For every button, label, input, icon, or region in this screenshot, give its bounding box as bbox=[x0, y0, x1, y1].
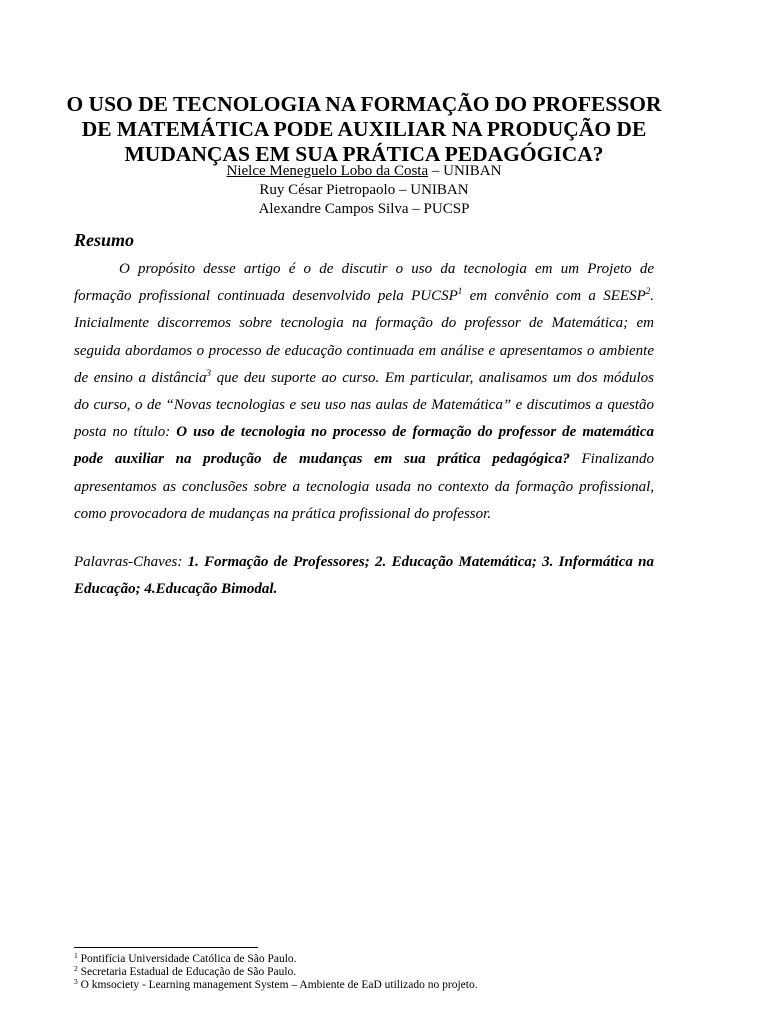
abstract-line: do curso, o de “Novas tecnologias e seu uso nas aulas de Matemática” e discutimos a questão bbox=[74, 397, 654, 414]
abstract-text: de ensino a distância bbox=[74, 369, 207, 386]
footnote-marker: 1 bbox=[457, 286, 463, 297]
footnote bbox=[74, 979, 674, 992]
footnote-number: 1 bbox=[74, 951, 78, 960]
title-line: O USO DE TECNOLOGIA NA FORMAÇÃO DO PROFESSOR bbox=[66, 92, 662, 116]
abstract-heading: Resumo bbox=[74, 230, 135, 250]
author-affiliation: – UNIBAN bbox=[428, 163, 502, 179]
keywords-label: Palavras-Chaves: bbox=[74, 554, 188, 570]
abstract-text: em convênio com a SEESP bbox=[462, 288, 646, 305]
abstract-line bbox=[74, 419, 654, 446]
abstract-text: posta no título: bbox=[74, 424, 177, 441]
abstract-text: que deu suporte ao curso. Em particular, analisamos um dos módulos bbox=[211, 369, 654, 386]
author-entry bbox=[40, 162, 688, 181]
footnote-text: Pontifícia Universidade Católica de São Paulo. bbox=[77, 953, 297, 965]
footnotes bbox=[74, 953, 674, 992]
abstract-body bbox=[74, 256, 654, 528]
keywords-section bbox=[74, 549, 654, 603]
footnote-number: 2 bbox=[74, 964, 78, 973]
author-entry bbox=[40, 200, 688, 219]
research-question: pode auxiliar na produção de mudanças em sua prática pedagógica? bbox=[74, 451, 570, 468]
author-affiliation: – PUCSP bbox=[408, 201, 470, 217]
keywords-line bbox=[74, 549, 654, 576]
abstract-line: O propósito desse artigo é o de discutir o uso da tecnologia em um Projeto de bbox=[119, 261, 654, 277]
footnote bbox=[74, 966, 674, 979]
abstract-line bbox=[74, 446, 654, 473]
footnote bbox=[74, 953, 674, 966]
footnote-divider bbox=[74, 947, 258, 948]
footnote-text: Secretaria Estadual de Educação de São Paulo. bbox=[77, 966, 297, 978]
author-name: Nielce Meneguelo Lobo da Costa bbox=[226, 163, 429, 179]
abstract-line: Inicialmente discorremos sobre tecnologia na formação do professor de Matemática; em bbox=[74, 315, 654, 332]
abstract-line bbox=[74, 283, 654, 310]
author-name: Ruy César Pietropaolo bbox=[259, 182, 396, 198]
keywords-list: 1. Formação de Professores; 2. Educação Matemática; 3. Informática na bbox=[187, 554, 654, 570]
research-question: O uso de tecnologia no processo de formação do professor de matemática bbox=[176, 424, 654, 441]
author-entry bbox=[40, 181, 688, 200]
author-affiliation: – UNIBAN bbox=[395, 182, 469, 198]
abstract-line: apresentamos as conclusões sobre a tecnologia usada no contexto da formação profissional, bbox=[74, 478, 654, 495]
abstract-line: como provocadora de mudanças na prática profissional do professor. bbox=[74, 505, 492, 522]
footnote-number: 3 bbox=[74, 977, 78, 986]
paper-title bbox=[40, 92, 688, 167]
author-list bbox=[40, 162, 688, 219]
title-line: DE MATEMÁTICA PODE AUXILIAR NA PRODUÇÃO DE bbox=[81, 117, 647, 141]
footnote-marker: 2 bbox=[645, 286, 651, 297]
abstract-line: seguida abordamos o processo de educação continuada em análise e apresentamos o ambiente bbox=[74, 342, 654, 359]
footnote-marker: 3 bbox=[206, 367, 212, 378]
author-name: Alexandre Campos Silva bbox=[258, 201, 409, 217]
footnote-text: O kmsociety - Learning management System – Ambiente de EaD utilizado no projeto. bbox=[77, 979, 478, 991]
abstract-line bbox=[74, 365, 654, 392]
title-line: MUDANÇAS EM SUA PRÁTICA PEDAGÓGICA? bbox=[124, 142, 604, 166]
abstract-text: formação profissional continuada desenvolvido pela PUCSP bbox=[74, 288, 458, 305]
abstract-text: . bbox=[650, 288, 655, 305]
abstract-text: Finalizando bbox=[569, 451, 654, 468]
keywords-line: Educação; 4.Educação Bimodal. bbox=[74, 581, 278, 598]
